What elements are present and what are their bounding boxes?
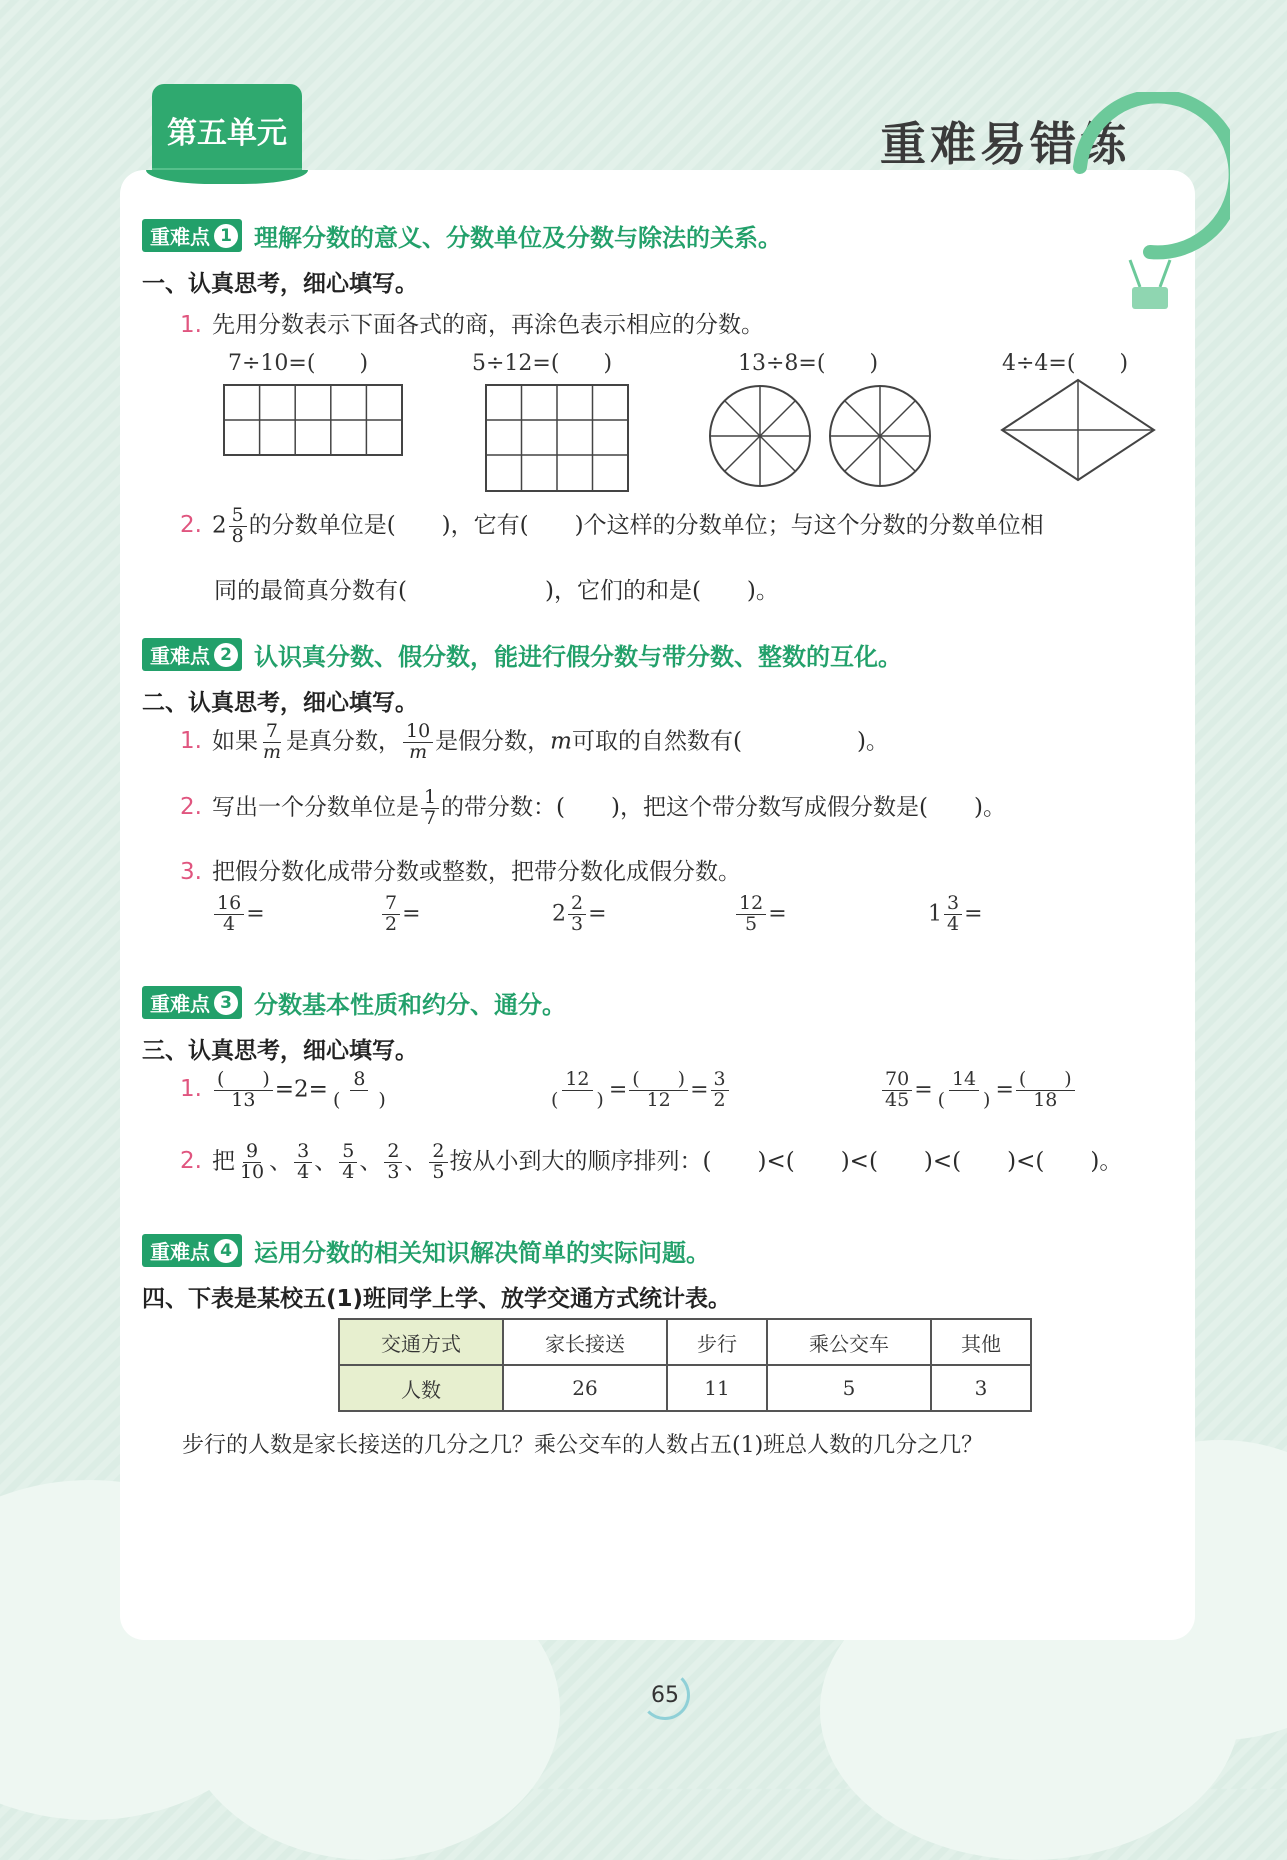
question-text: 的分数单位是( )，它有( )个这样的分数单位；与这个分数的分数单位相 [248,512,1044,539]
numerator: 12 [736,894,766,915]
question-3-1 [180,1070,391,1111]
equals-sign: = [402,901,421,927]
fraction [711,1070,729,1111]
question-number: 2. [180,1148,202,1175]
numerator: 9 [243,1142,261,1163]
key-point-badge [142,219,242,252]
denominator: 3 [387,1160,400,1183]
fraction [548,1070,607,1111]
grid-3x4-diagram [485,384,629,492]
division-expression: 5÷12=( ) [472,351,613,376]
numerator: 3 [944,894,962,915]
numerator: 5 [339,1142,357,1163]
numerator: 8 [350,1070,368,1091]
equals-sign: = [964,901,983,927]
key-point-number: 3 [214,991,238,1015]
denominator: 2 [713,1088,726,1111]
key-point-number: 2 [214,643,238,667]
fraction [1016,1070,1075,1111]
rhombus-diagram [998,378,1158,482]
numerator: 10 [403,722,433,743]
key-point-text: 认识真分数、假分数，能进行假分数与带分数、整数的互化。 [254,643,902,671]
question-number: 3. [180,859,202,885]
conversion-item [928,894,983,935]
question-2-2 [180,788,1006,829]
denominator: 8 [231,524,244,547]
question-2-1 [180,722,889,763]
question-text: 可取的自然数有( )。 [571,728,889,755]
question-text: 把 [211,1148,235,1175]
question-text: 是假分数， [435,728,551,755]
question-1-2 [180,506,1044,547]
fraction [568,894,586,935]
denominator: 5 [432,1160,445,1183]
equation-2 [546,1070,731,1111]
separator: 、 [404,1148,428,1175]
numerator: ( ) [1016,1070,1075,1091]
numerator: 3 [711,1070,729,1091]
denominator: 4 [297,1160,310,1183]
fraction [629,1070,688,1111]
conversion-item [212,894,265,935]
division-expression: 4÷4=( ) [1002,351,1129,376]
numerator: 1 [421,788,439,809]
badge-label: 重难点 [150,1240,210,1264]
table-cell: 26 [503,1365,667,1411]
conversion-item [552,894,607,935]
table-header-cell: 交通方式 [339,1319,503,1365]
fraction [214,1070,273,1111]
key-point-number: 1 [214,224,238,248]
key-point-text: 理解分数的意义、分数单位及分数与除法的关系。 [254,224,782,252]
grid-2x5-diagram [223,384,403,456]
numerator: ( ) [629,1070,688,1091]
equals-sign: = [914,1077,933,1103]
question-number: 2. [180,512,202,539]
denominator: 13 [231,1088,256,1111]
question-number: 1. [180,728,202,755]
fraction [260,722,284,763]
fraction [339,1142,357,1183]
denominator: ( ) [332,1088,386,1111]
page-number: 65 [640,1670,690,1720]
denominator: 18 [1033,1088,1058,1111]
question-text: 如果 [211,728,258,755]
table-header-cell: 家长接送 [503,1319,667,1365]
fraction [214,894,244,935]
numerator: 2 [384,1142,402,1163]
denominator: 12 [646,1088,671,1111]
conversion-item [380,894,421,935]
table-cell: 11 [667,1365,767,1411]
question-text: 把假分数化成带分数或整数，把带分数化成假分数。 [211,859,741,885]
mixed-number-whole: 2 [211,512,227,539]
question-number: 1. [180,1076,202,1103]
equals-sign: = [246,901,265,927]
numerator: 12 [562,1070,592,1091]
question-text: 的带分数：( )，把这个带分数写成假分数是( )。 [441,794,1006,821]
numerator: 7 [263,722,281,743]
equals-sign: = [588,901,607,927]
fraction [882,1070,912,1111]
numerator: ( ) [214,1070,273,1091]
denominator: 3 [571,912,584,935]
numerator: 2 [429,1142,447,1163]
key-point-badge [142,638,242,671]
denominator: ( ) [551,1088,604,1111]
section-1-title: 一、认真思考，细心填写。 [142,271,418,297]
key-point-1 [142,218,782,253]
table-row-label: 人数 [339,1365,503,1411]
equation-3 [880,1070,1077,1111]
key-point-2 [142,637,902,672]
section-3-title: 三、认真思考，细心填写。 [142,1038,418,1064]
question-text: 写出一个分数单位是 [211,794,419,821]
numerator: 16 [214,894,244,915]
question-number: 1. [180,312,202,338]
fraction [935,1070,994,1111]
fraction [421,788,439,829]
denominator: 2 [385,912,398,935]
division-expression: 13÷8=( ) [738,351,879,376]
numerator: 5 [229,506,247,527]
balloon-icon [1060,92,1230,312]
denominator: 7 [423,806,437,829]
table-row [339,1365,1031,1411]
numerator: 7 [382,894,400,915]
key-point-number: 4 [214,1239,238,1263]
numerator: 70 [882,1070,912,1091]
equals-sign: = [768,901,787,927]
denominator: 4 [223,912,236,935]
denominator: m [262,740,281,763]
key-point-3 [142,985,566,1020]
fraction [382,894,400,935]
denominator: m [409,740,428,763]
mixed-number-whole: 2 [552,901,566,927]
variable-m: m [550,728,572,755]
fraction [429,1142,447,1183]
page-title: 重难易错练 [880,117,1130,171]
key-point-4 [142,1233,710,1268]
numerator: 14 [949,1070,979,1091]
table-header-cell: 乘公交车 [767,1319,931,1365]
unit-tab [152,84,302,176]
fraction [294,1142,312,1183]
table-header-row [339,1319,1031,1365]
transport-stats-table [338,1318,1032,1412]
fraction [403,722,433,763]
denominator: 45 [885,1088,910,1111]
numerator: 3 [294,1142,312,1163]
section-2-title: 二、认真思考，细心填写。 [142,690,418,716]
separator: 、 [359,1148,383,1175]
fraction [229,506,247,547]
equals-sign: = [608,1077,628,1103]
question-1-1 [180,306,764,339]
denominator: 10 [239,1160,265,1183]
numerator: 2 [568,894,586,915]
equals-sign: = [995,1077,1014,1103]
question-1-2-continued: 同的最简真分数有( )，它们的和是( )。 [214,578,779,604]
question-text: 是真分数， [285,728,401,755]
badge-label: 重难点 [150,644,210,668]
section-4-title: 四、下表是某校五(1)班同学上学、放学交通方式统计表。 [142,1286,732,1312]
key-point-badge [142,1234,242,1267]
equation-middle: =2= [274,1076,328,1103]
key-point-text: 分数基本性质和约分、通分。 [254,991,566,1019]
unit-label: 第五单元 [167,116,287,151]
table-cell: 3 [931,1365,1031,1411]
denominator: 4 [947,912,960,935]
badge-label: 重难点 [150,225,210,249]
denominator: 5 [745,912,758,935]
question-4: 步行的人数是家长接送的几分之几？乘公交车的人数占五(1)班总人数的几分之几？ [182,1433,984,1458]
denominator: ( ) [937,1088,991,1111]
question-number: 2. [180,794,202,821]
question-3-2 [180,1142,1122,1183]
denominator: 4 [342,1160,355,1183]
fraction [237,1142,267,1183]
circles-eighths-diagram [708,384,934,488]
fraction [330,1070,389,1111]
division-expression: 7÷10=( ) [228,351,369,376]
equals-sign: = [690,1077,709,1103]
fraction [384,1142,402,1183]
question-text: 按从小到大的顺序排列：( )<( )<( )<( )<( )。 [449,1148,1123,1175]
fraction [736,894,766,935]
conversion-item [734,894,787,935]
separator: 、 [314,1148,338,1175]
table-cell: 5 [767,1365,931,1411]
question-2-3 [180,853,741,886]
question-text: 先用分数表示下面各式的商，再涂色表示相应的分数。 [211,312,764,338]
separator: 、 [269,1148,293,1175]
fraction [944,894,962,935]
table-header-cell: 步行 [667,1319,767,1365]
mixed-number-whole: 1 [928,901,942,927]
key-point-text: 运用分数的相关知识解决简单的实际问题。 [254,1239,710,1267]
badge-label: 重难点 [150,992,210,1016]
table-header-cell: 其他 [931,1319,1031,1365]
key-point-badge [142,986,242,1019]
